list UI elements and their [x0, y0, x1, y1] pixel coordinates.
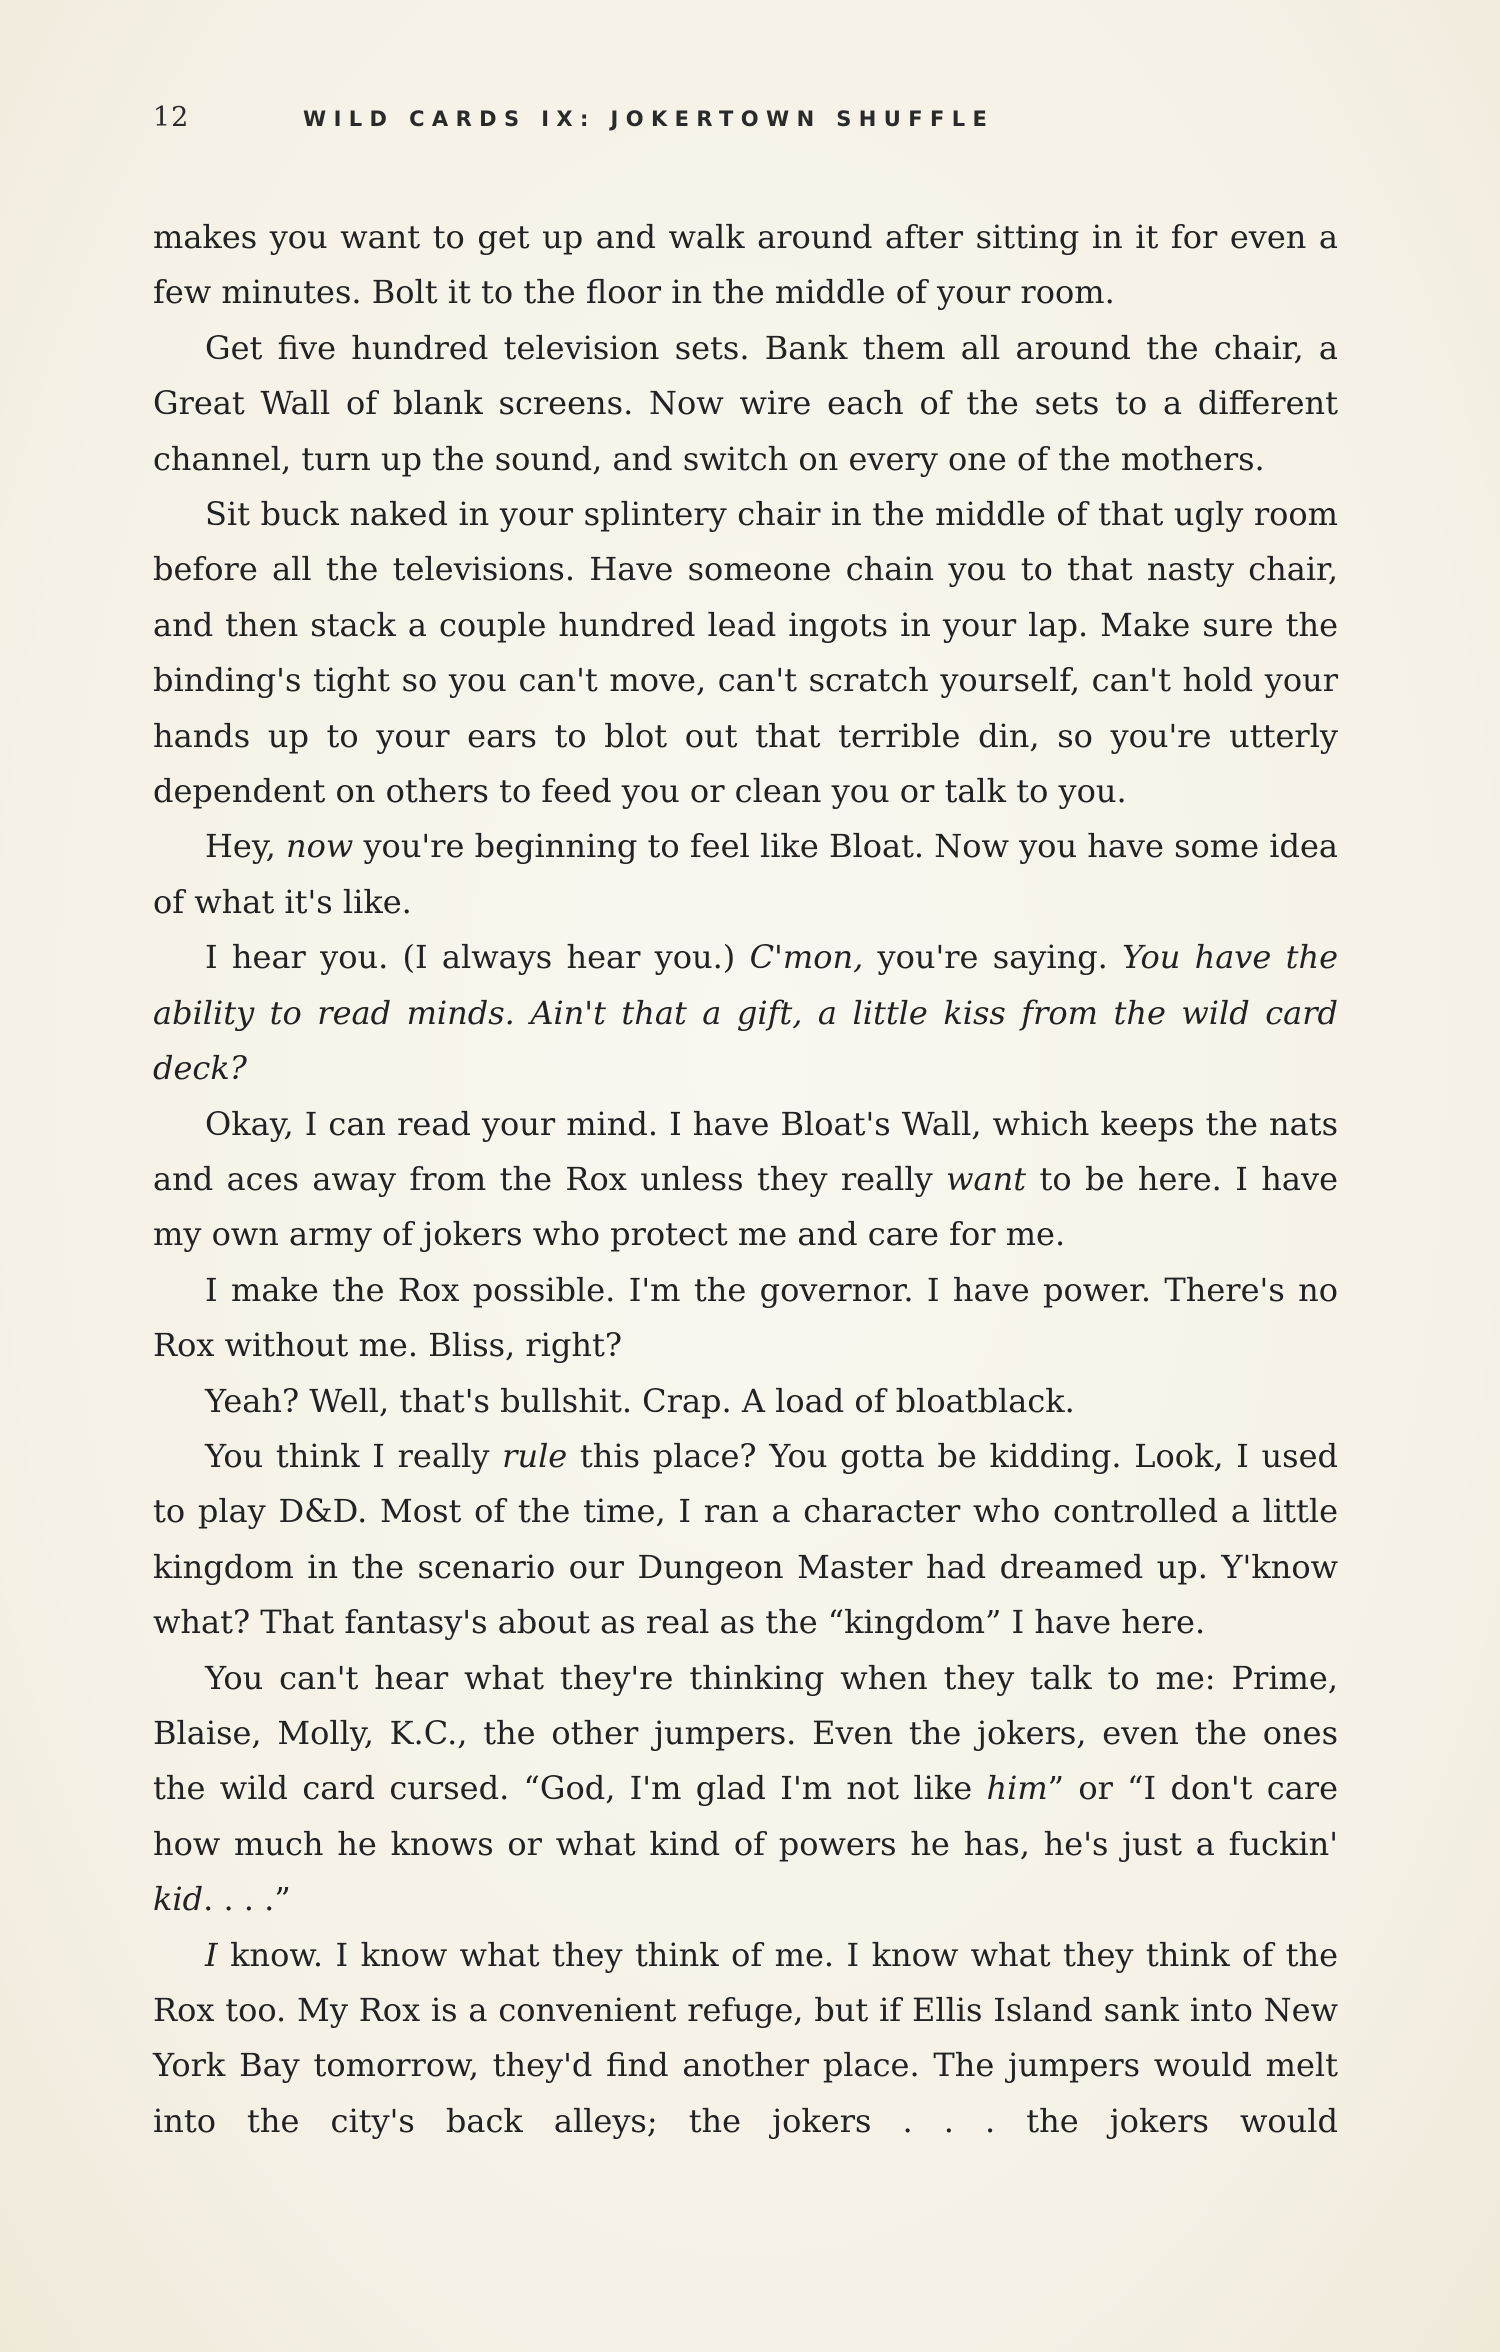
paragraph	[153, 819, 1338, 930]
text-run: ” or “I don't care how much he knows or what kind of powers he has, he's just a fuckin'	[153, 1769, 1338, 1863]
italic-text: now	[286, 827, 354, 866]
text-run: you're beginning to feel like Bloat. Now you have some idea of what it's like.	[153, 827, 1339, 921]
text-run: you're saying.	[863, 938, 1123, 977]
text-run: I make the Rox possible. I'm the governor. I have power. There's no Rox without me. Bliss, right?	[153, 1270, 1338, 1365]
paragraph	[153, 1928, 1338, 2150]
text-run: You can't hear what they're thinking when they talk to me: Prime, Blaise, Molly, K.C., the other jumpers. Even the jokers, even the ones the wild card cursed. “God, I'm glad I'm not like	[153, 1658, 1338, 1808]
text-run: to be here. I have my own army of jokers who protect me and care for me.	[153, 1159, 1339, 1254]
text-run: Get five hundred television sets. Bank them all around the chair, a Great Wall of blank screens. Now wire each of the sets to a different channel, turn up the sound, and switch on every one of the mothers.	[153, 328, 1338, 478]
text-run: Yeah? Well, that's bullshit. Crap. A load of bloatblack.	[205, 1381, 1075, 1420]
text-run: Hey,	[205, 827, 287, 866]
text-run: Okay, I can read your mind. I have Bloat's Wall, which keeps the nats and aces away from the Rox unless they really	[153, 1104, 1338, 1198]
paragraph	[153, 487, 1338, 819]
italic-text: You have the ability to read minds. Ain't that a gift, a little kiss from the wild card deck?	[153, 938, 1339, 1088]
italic-text: rule	[502, 1436, 568, 1475]
paragraph	[153, 1263, 1338, 1374]
paragraph	[153, 930, 1338, 1096]
paragraph	[153, 1374, 1338, 1429]
paragraph	[153, 210, 1338, 321]
paragraph	[153, 1429, 1338, 1651]
page-number: 12	[153, 102, 190, 133]
italic-text: him	[986, 1769, 1048, 1808]
italic-text: kid	[153, 1880, 204, 1919]
body-text	[153, 210, 1338, 2149]
text-run: this place? You gotta be kidding. Look, I used to play D&D. Most of the time, I ran a character who controlled a little kingdom in the scenario our Dungeon Master had dreamed up. Y'know what? That fantasy's about as real as the “kingdom” I have here.	[153, 1436, 1339, 1642]
italic-text: I	[205, 1935, 218, 1974]
text-run: makes you want to get up and walk around after sitting in it for even a few minutes. Bolt it to the floor in the middle of your room.	[153, 218, 1338, 312]
text-run: Sit buck naked in your splintery chair in the middle of that ugly room before all the televisions. Have someone chain you to that nasty chair, and then stack a couple hundred lead ingots in your lap. Make sure the binding's tight so you can't move, can't scratch yourself, can't hold your hands up to your ears to blot out that terrible din, so you're utterly dependent on others to feed you or clean you or talk to you.	[153, 495, 1338, 811]
text-run: . . . .”	[203, 1880, 291, 1919]
italic-text: want	[946, 1159, 1027, 1198]
paragraph	[153, 1651, 1338, 1928]
running-head	[153, 102, 1353, 142]
paragraph	[153, 1097, 1338, 1263]
text-run: know. I know what they think of me. I know what they think of the Rox too. My Rox is a convenient refuge, but if Ellis Island sank into New York Bay tomorrow, they'd find another place. The jumpers would melt into the city's back alleys; the jokers . . . the jokers would	[153, 1935, 1338, 2140]
book-title: WILD CARDS IX: JOKERTOWN SHUFFLE	[303, 107, 995, 131]
text-run: You think I really	[205, 1436, 503, 1475]
text-run: I hear you. (I always hear you.)	[205, 938, 750, 977]
italic-text: C'mon,	[749, 938, 864, 977]
paragraph	[153, 321, 1338, 487]
